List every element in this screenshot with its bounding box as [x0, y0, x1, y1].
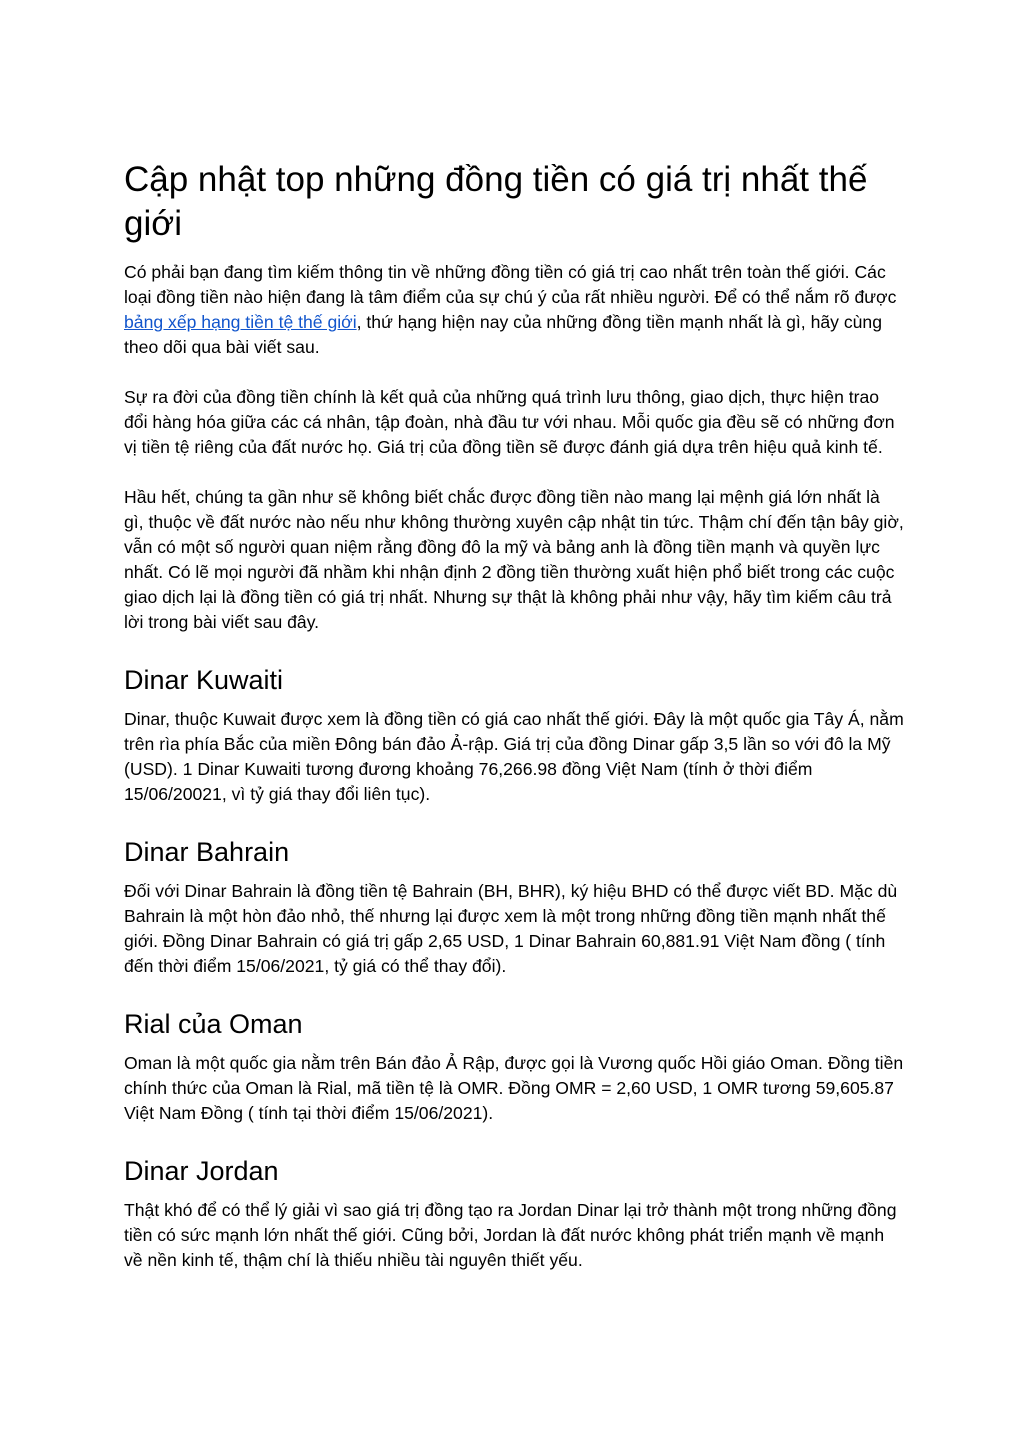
- section-text-jordan: Thật khó để có thể lý giải vì sao giá trị đồng tạo ra Jordan Dinar lại trở thành một trong những đồng tiền có sức mạnh lớn nhất thế giới. Cũng bởi, Jordan là đất nước không phát triển mạnh về mạnh về nền kinh tế, thậm chí là thiếu nhiều tài nguyên thiết yếu.: [124, 1200, 897, 1270]
- paragraph-misconception: Hầu hết, chúng ta gần như sẽ không biết chắc được đồng tiền nào mang lại mệnh giá lớn nhất là gì, thuộc về đất nước nào nếu như không thường xuyên cập nhật tin tức. Thậm chí đến tận bây giờ, vẫn có một số người quan niệm rằng đồng đô la mỹ và bảng anh là đồng tiền mạnh và quyền lực nhất. Có lẽ mọi người đã nhầm khi nhận định 2 đồng tiền thường xuất hiện phổ biết trong các cuộc giao dịch lại là đồng tiền có giá trị nhất. Nhưng sự thật là không phải như vậy, hãy tìm kiếm câu trả lời trong bài viết sau đây.: [124, 487, 904, 632]
- intro-text-before-link: Có phải bạn đang tìm kiếm thông tin về những đồng tiền có giá trị cao nhất trên toàn thế giới. Các loại đồng tiền nào hiện đang là tâm điểm của sự chú ý của rất nhiều người. Để có thể nắm rõ được: [124, 262, 897, 307]
- document-page: [124, 158, 904, 1273]
- section-spacer: [124, 979, 904, 1007]
- section-heading-jordan: Dinar Jordan: [124, 1156, 279, 1186]
- section-text-oman: Oman là một quốc gia nằm trên Bán đảo Ả Rập, được gọi là Vương quốc Hồi giáo Oman. Đồng tiền chính thức của Oman là Rial, mã tiền tệ là OMR. Đồng OMR = 2,60 USD, 1 OMR tương 59,605.87 Việt Nam Đồng ( tính tại thời điểm 15/06/2021).: [124, 1053, 904, 1123]
- section-text-kuwaiti: Dinar, thuộc Kuwait được xem là đồng tiền có giá cao nhất thế giới. Đây là một quốc gia Tây Á, nằm trên rìa phía Bắc của miền Đông bán đảo Ả-rập. Giá trị của đồng Dinar gấp 3,5 lần so với đô la Mỹ (USD). 1 Dinar Kuwaiti tương đương khoảng 76,266.98 đồng Việt Nam (tính ở thời điểm 15/06/20021, vì tỷ giá thay đổi liên tục).: [124, 709, 904, 804]
- paragraph-spacer: [124, 360, 904, 385]
- intro-paragraph: [124, 260, 904, 360]
- section-spacer: [124, 635, 904, 663]
- page-title: Cập nhật top những đồng tiền có giá trị nhất thế giới: [124, 160, 868, 243]
- paragraph-origin: Sự ra đời của đồng tiền chính là kết quả của những quá trình lưu thông, giao dịch, thực hiện trao đổi hàng hóa giữa các cá nhân, tập đoàn, nhà đầu tư với nhau. Mỗi quốc gia đều sẽ có những đơn vị tiền tệ riêng của đất nước họ. Giá trị của đồng tiền sẽ được đánh giá dựa trên hiệu quả kinh tế.: [124, 387, 895, 457]
- paragraph-spacer: [124, 460, 904, 485]
- section-heading-kuwaiti: Dinar Kuwaiti: [124, 665, 284, 695]
- section-heading-oman: Rial của Oman: [124, 1009, 303, 1039]
- section-heading-bahrain: Dinar Bahrain: [124, 837, 290, 867]
- section-text-bahrain: Đối với Dinar Bahrain là đồng tiền tệ Bahrain (BH, BHR), ký hiệu BHD có thể được viết BD. Mặc dù Bahrain là một hòn đảo nhỏ, thế nhưng lại được xem là một trong những đồng tiền mạnh nhất thế giới. Đồng Dinar Bahrain có giá trị gấp 2,65 USD, 1 Dinar Bahrain 60,881.91 Việt Nam đồng ( tính đến thời điểm 15/06/2021, tỷ giá có thể thay đổi).: [124, 881, 898, 976]
- ranking-link[interactable]: bảng xếp hạng tiền tệ thế giới: [124, 312, 357, 332]
- section-spacer: [124, 807, 904, 835]
- section-spacer: [124, 1126, 904, 1154]
- intro-text-after-link: , thứ hạng hiện nay của những đồng tiền mạnh nhất là gì, hãy cùng theo dõi qua bài viết sau.: [124, 312, 882, 357]
